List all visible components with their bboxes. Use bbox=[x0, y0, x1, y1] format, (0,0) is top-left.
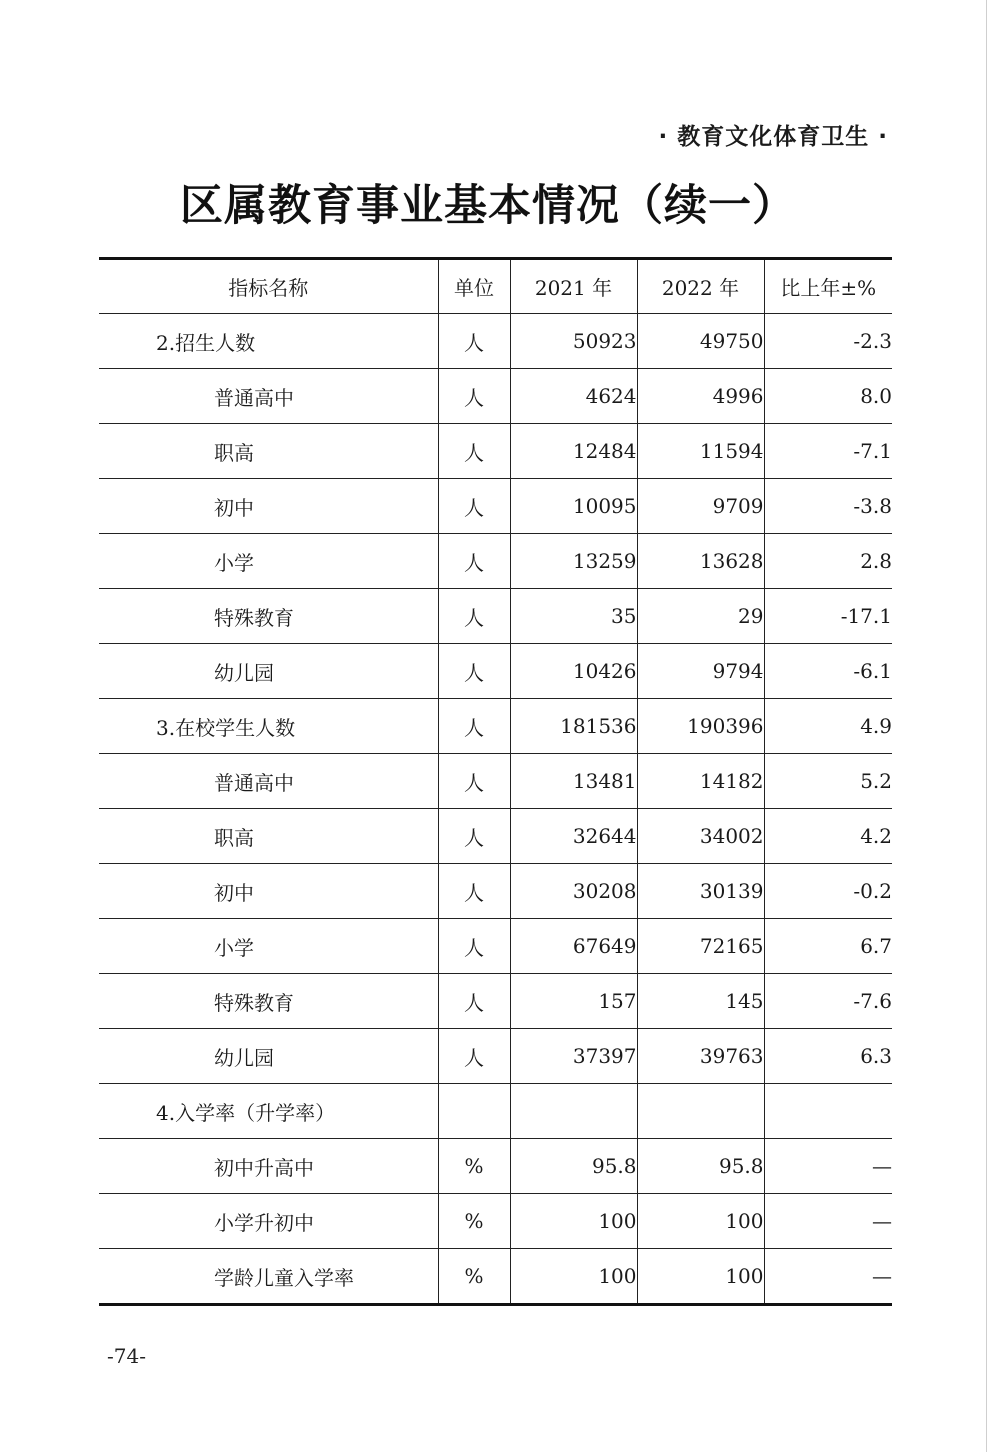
unit-cell: 人 bbox=[438, 369, 510, 424]
page-number: -74- bbox=[107, 1344, 146, 1368]
column-header-indicator: 指标名称 bbox=[99, 259, 438, 314]
indicator-name-cell: 小学升初中 bbox=[99, 1194, 438, 1249]
table-row bbox=[99, 479, 892, 534]
indicator-name-cell: 学龄儿童入学率 bbox=[99, 1249, 438, 1305]
unit-cell bbox=[438, 1084, 510, 1139]
indicator-name-cell: 小学 bbox=[99, 919, 438, 974]
value-2021-cell: 50923 bbox=[510, 314, 637, 369]
table-row bbox=[99, 699, 892, 754]
unit-cell: 人 bbox=[438, 589, 510, 644]
change-percent-cell: -7.1 bbox=[764, 424, 892, 479]
indicator-name-cell: 幼儿园 bbox=[99, 1029, 438, 1084]
unit-cell: % bbox=[438, 1249, 510, 1305]
unit-cell: 人 bbox=[438, 864, 510, 919]
value-2021-cell: 32644 bbox=[510, 809, 637, 864]
change-percent-cell: 4.9 bbox=[764, 699, 892, 754]
change-percent-cell: 4.2 bbox=[764, 809, 892, 864]
change-percent-cell: 2.8 bbox=[764, 534, 892, 589]
unit-cell: 人 bbox=[438, 974, 510, 1029]
value-2022-cell: 11594 bbox=[637, 424, 764, 479]
unit-cell: 人 bbox=[438, 1029, 510, 1084]
value-2021-cell: 157 bbox=[510, 974, 637, 1029]
table-row bbox=[99, 974, 892, 1029]
indicator-name-cell: 4.入学率（升学率） bbox=[99, 1084, 438, 1139]
change-percent-cell: 8.0 bbox=[764, 369, 892, 424]
column-header-change: 比上年±% bbox=[764, 259, 892, 314]
table-row bbox=[99, 369, 892, 424]
table-row bbox=[99, 1194, 892, 1249]
change-percent-cell: 6.3 bbox=[764, 1029, 892, 1084]
page-title: 区属教育事业基本情况（续一） bbox=[180, 181, 796, 231]
value-2021-cell bbox=[510, 1084, 637, 1139]
indicator-name-cell: 职高 bbox=[99, 809, 438, 864]
unit-cell: 人 bbox=[438, 754, 510, 809]
value-2022-cell: 30139 bbox=[637, 864, 764, 919]
change-percent-cell: 6.7 bbox=[764, 919, 892, 974]
table-row bbox=[99, 809, 892, 864]
unit-cell: % bbox=[438, 1194, 510, 1249]
value-2022-cell: 13628 bbox=[637, 534, 764, 589]
value-2022-cell: 95.8 bbox=[637, 1139, 764, 1194]
value-2021-cell: 35 bbox=[510, 589, 637, 644]
value-2022-cell: 9794 bbox=[637, 644, 764, 699]
column-header-2021: 2021 年 bbox=[510, 259, 637, 314]
indicator-name-cell: 职高 bbox=[99, 424, 438, 479]
value-2022-cell bbox=[637, 1084, 764, 1139]
table-row bbox=[99, 1139, 892, 1194]
value-2022-cell: 39763 bbox=[637, 1029, 764, 1084]
indicator-name-cell: 普通高中 bbox=[99, 369, 438, 424]
indicator-name-cell: 普通高中 bbox=[99, 754, 438, 809]
statistics-table bbox=[99, 257, 892, 1306]
section-header: · 教育文化体育卫生 · bbox=[658, 124, 888, 150]
indicator-name-cell: 初中 bbox=[99, 479, 438, 534]
value-2022-cell: 14182 bbox=[637, 754, 764, 809]
table-row bbox=[99, 424, 892, 479]
table-row bbox=[99, 534, 892, 589]
table-row bbox=[99, 1084, 892, 1139]
change-percent-cell: -17.1 bbox=[764, 589, 892, 644]
table-row bbox=[99, 314, 892, 369]
value-2022-cell: 100 bbox=[637, 1249, 764, 1305]
value-2022-cell: 34002 bbox=[637, 809, 764, 864]
value-2021-cell: 10426 bbox=[510, 644, 637, 699]
value-2022-cell: 145 bbox=[637, 974, 764, 1029]
table-row bbox=[99, 754, 892, 809]
value-2021-cell: 4624 bbox=[510, 369, 637, 424]
value-2021-cell: 37397 bbox=[510, 1029, 637, 1084]
value-2021-cell: 10095 bbox=[510, 479, 637, 534]
value-2022-cell: 29 bbox=[637, 589, 764, 644]
change-percent-cell: — bbox=[764, 1194, 892, 1249]
value-2021-cell: 181536 bbox=[510, 699, 637, 754]
page-edge-line bbox=[986, 0, 987, 1452]
value-2021-cell: 12484 bbox=[510, 424, 637, 479]
unit-cell: 人 bbox=[438, 424, 510, 479]
value-2021-cell: 13481 bbox=[510, 754, 637, 809]
change-percent-cell: — bbox=[764, 1139, 892, 1194]
value-2021-cell: 95.8 bbox=[510, 1139, 637, 1194]
column-header-2022: 2022 年 bbox=[637, 259, 764, 314]
change-percent-cell: -6.1 bbox=[764, 644, 892, 699]
value-2021-cell: 100 bbox=[510, 1194, 637, 1249]
change-percent-cell: -3.8 bbox=[764, 479, 892, 534]
change-percent-cell: 5.2 bbox=[764, 754, 892, 809]
table-row bbox=[99, 589, 892, 644]
value-2022-cell: 100 bbox=[637, 1194, 764, 1249]
value-2021-cell: 67649 bbox=[510, 919, 637, 974]
table-row bbox=[99, 919, 892, 974]
table-row bbox=[99, 1249, 892, 1305]
indicator-name-cell: 初中 bbox=[99, 864, 438, 919]
indicator-name-cell: 3.在校学生人数 bbox=[99, 699, 438, 754]
indicator-name-cell: 幼儿园 bbox=[99, 644, 438, 699]
unit-cell: 人 bbox=[438, 534, 510, 589]
table-row bbox=[99, 864, 892, 919]
value-2022-cell: 49750 bbox=[637, 314, 764, 369]
unit-cell: 人 bbox=[438, 809, 510, 864]
value-2021-cell: 100 bbox=[510, 1249, 637, 1305]
indicator-name-cell: 特殊教育 bbox=[99, 589, 438, 644]
unit-cell: 人 bbox=[438, 644, 510, 699]
value-2022-cell: 190396 bbox=[637, 699, 764, 754]
unit-cell: 人 bbox=[438, 314, 510, 369]
table-body bbox=[99, 314, 892, 1305]
value-2022-cell: 4996 bbox=[637, 369, 764, 424]
unit-cell: 人 bbox=[438, 699, 510, 754]
value-2021-cell: 13259 bbox=[510, 534, 637, 589]
unit-cell: % bbox=[438, 1139, 510, 1194]
change-percent-cell bbox=[764, 1084, 892, 1139]
change-percent-cell: -0.2 bbox=[764, 864, 892, 919]
table-header-row bbox=[99, 259, 892, 314]
unit-cell: 人 bbox=[438, 919, 510, 974]
indicator-name-cell: 特殊教育 bbox=[99, 974, 438, 1029]
value-2021-cell: 30208 bbox=[510, 864, 637, 919]
table-row bbox=[99, 1029, 892, 1084]
table-row bbox=[99, 644, 892, 699]
indicator-name-cell: 初中升高中 bbox=[99, 1139, 438, 1194]
column-header-unit: 单位 bbox=[438, 259, 510, 314]
value-2022-cell: 72165 bbox=[637, 919, 764, 974]
unit-cell: 人 bbox=[438, 479, 510, 534]
change-percent-cell: -2.3 bbox=[764, 314, 892, 369]
indicator-name-cell: 2.招生人数 bbox=[99, 314, 438, 369]
value-2022-cell: 9709 bbox=[637, 479, 764, 534]
change-percent-cell: -7.6 bbox=[764, 974, 892, 1029]
indicator-name-cell: 小学 bbox=[99, 534, 438, 589]
change-percent-cell: — bbox=[872, 1264, 892, 1288]
